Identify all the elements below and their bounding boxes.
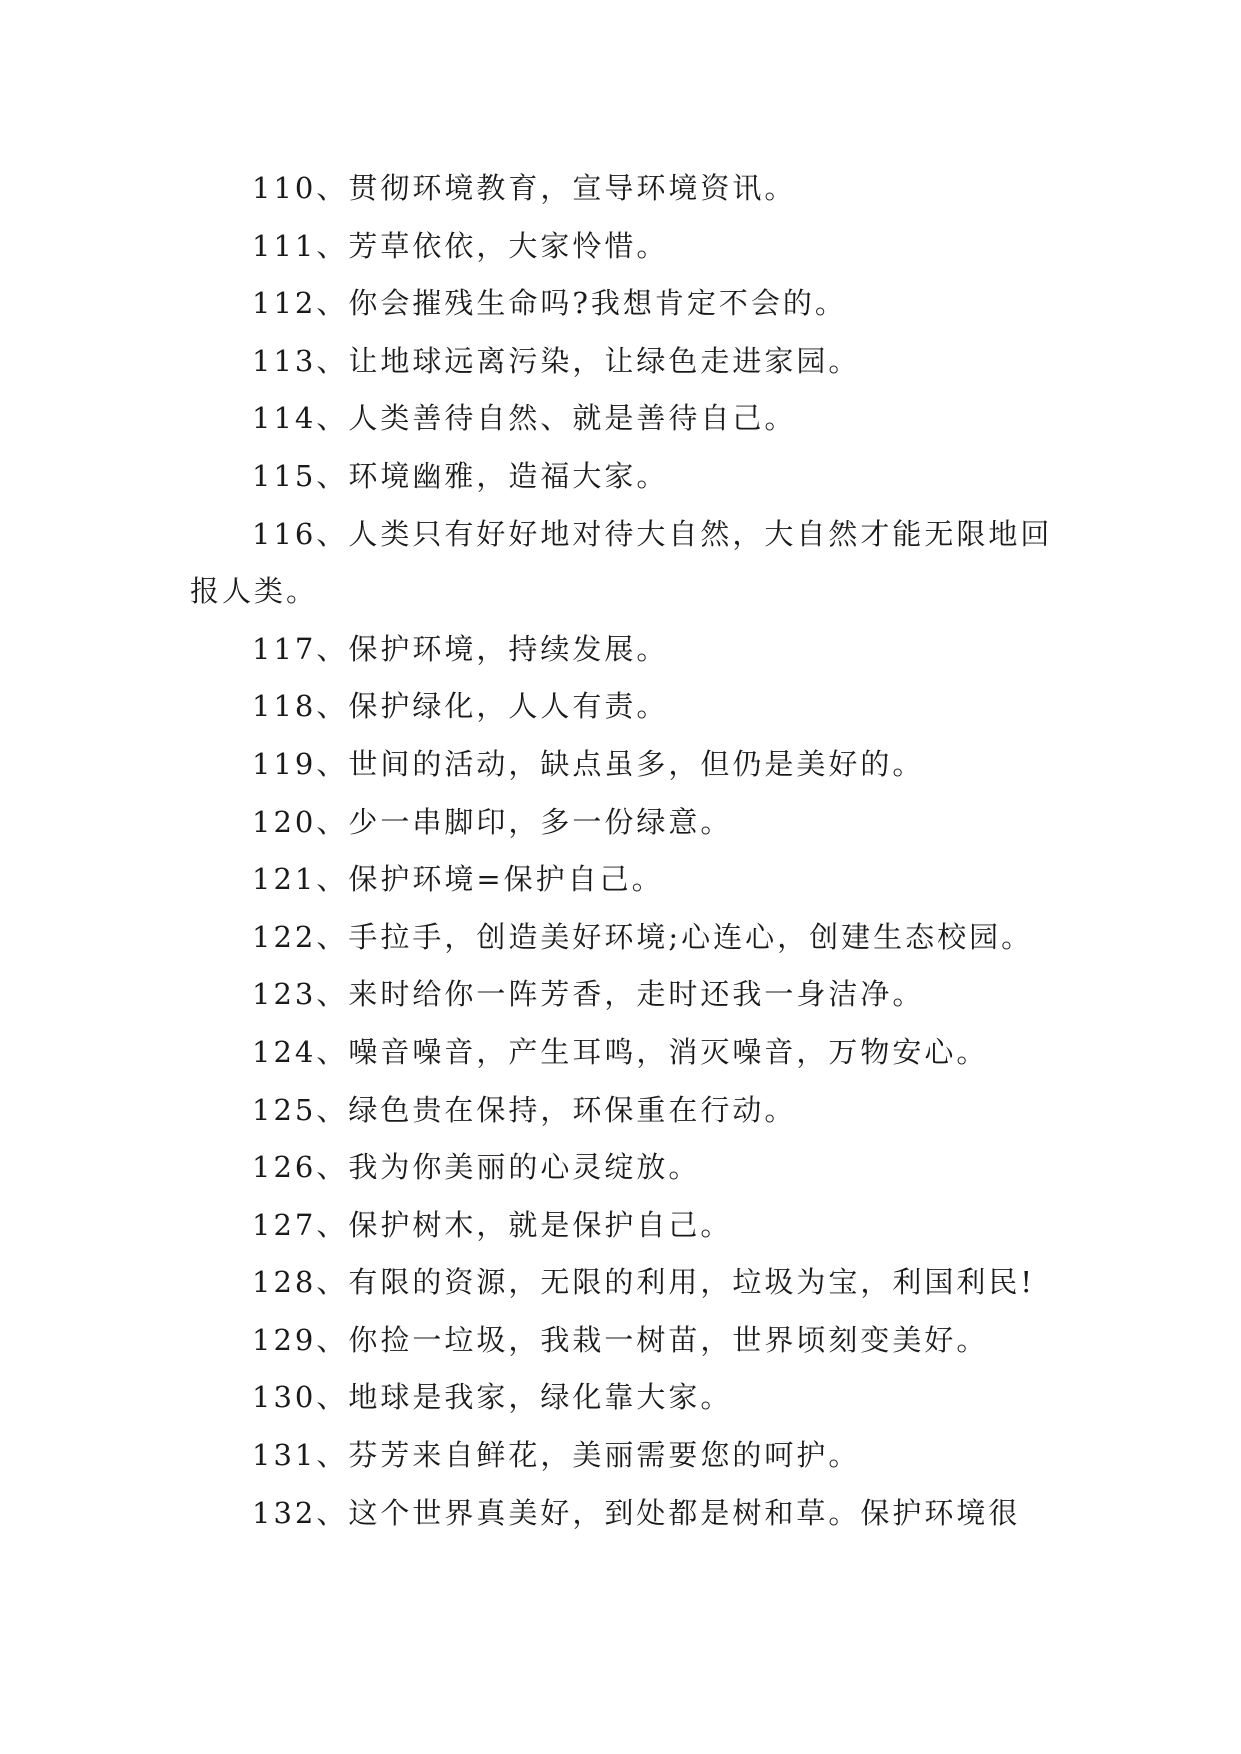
slogan-paragraph: 125、绿色贵在保持，环保重在行动。: [252, 1092, 797, 1127]
slogan-paragraph: 111、芳草依依，大家怜惜。: [252, 228, 669, 263]
slogan-paragraph: 118、保护绿化，人人有责。: [252, 689, 669, 724]
slogan-paragraph: 112、你会摧残生命吗?我想肯定不会的。: [252, 286, 847, 321]
slogan-paragraph: 124、噪音噪音，产生耳鸣，消灭噪音，万物安心。: [252, 1034, 989, 1069]
slogan-paragraph: 110、贯彻环境教育，宣导环境资讯。: [252, 171, 797, 205]
slogan-paragraph: 132、这个世界真美好，到处都是树和草。保护环境很: [252, 1495, 1021, 1530]
slogan-paragraph: 131、芬芳来自鲜花，美丽需要您的呵护。: [252, 1438, 861, 1473]
slogan-paragraph: 113、让地球远离污染，让绿色走进家园。: [252, 343, 861, 378]
slogan-paragraph: 115、环境幽雅，造福大家。: [252, 458, 669, 493]
slogan-paragraph: 114、人类善待自然、就是善待自己。: [252, 401, 797, 436]
slogan-list: [190, 160, 1060, 1542]
slogan-paragraph: 126、我为你美丽的心灵绽放。: [252, 1150, 701, 1185]
slogan-paragraph: 130、地球是我家，绿化靠大家。: [252, 1380, 733, 1415]
slogan-paragraph: 127、保护树木，就是保护自己。: [252, 1207, 733, 1242]
slogan-paragraph: 123、来时给你一阵芳香，走时还我一身洁净。: [252, 977, 925, 1012]
slogan-paragraph: 122、手拉手，创造美好环境;心连心，创建生态校园。: [252, 919, 1034, 954]
slogan-paragraph: 117、保护环境，持续发展。: [252, 631, 669, 666]
slogan-paragraph: 121、保护环境=保护自己。: [252, 862, 664, 897]
slogan-paragraph: 128、有限的资源，无限的利用，垃圾为宝，利国利民!: [252, 1265, 1036, 1300]
slogan-paragraph: 119、世间的活动，缺点虽多，但仍是美好的。: [252, 746, 925, 781]
slogan-paragraph: 129、你捡一垃圾，我栽一树苗，世界顷刻变美好。: [252, 1322, 989, 1357]
slogan-paragraph: 120、少一串脚印，多一份绿意。: [252, 804, 733, 839]
slogan-paragraph: 116、人类只有好好地对待大自然，大自然才能无限地回报人类。: [190, 516, 1053, 609]
